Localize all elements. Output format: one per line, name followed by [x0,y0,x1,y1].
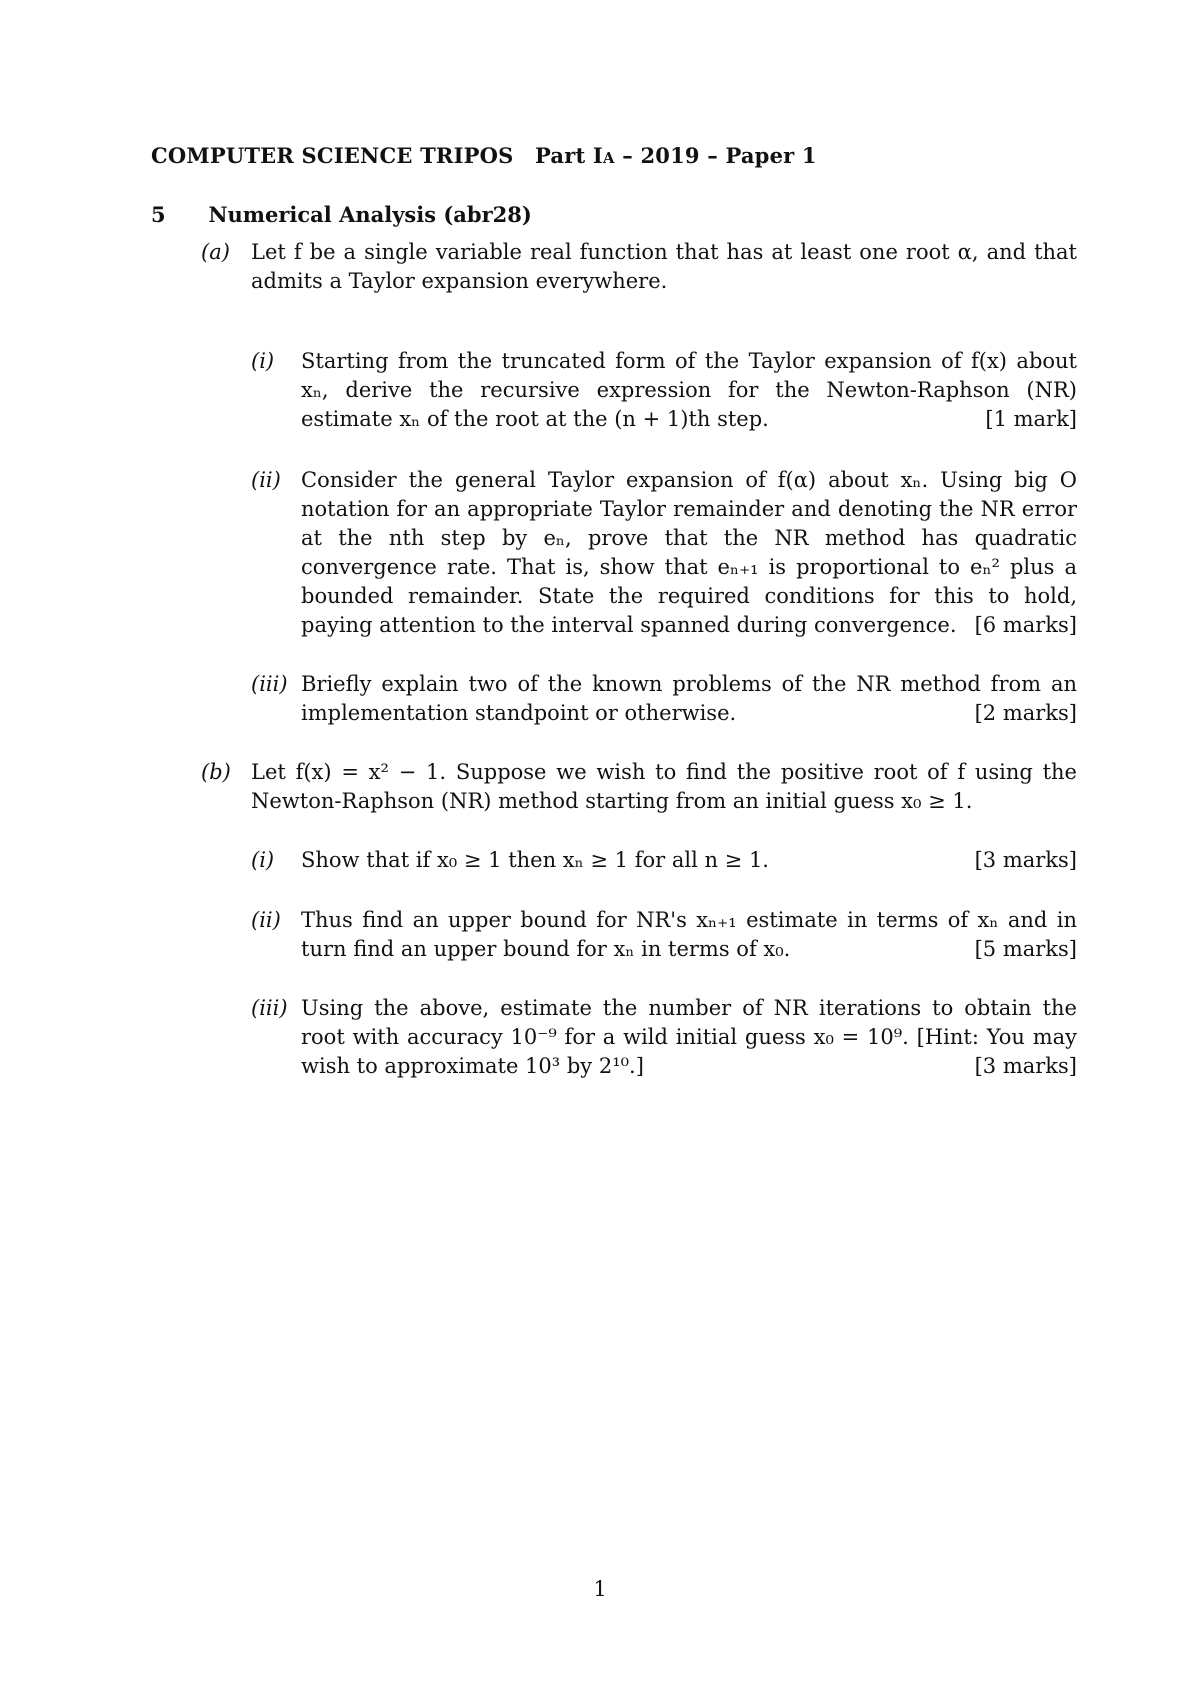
marks: [2 marks] [974,701,1077,725]
part-b-iii [251,994,1077,1081]
question-heading [151,202,532,227]
marks: [1 mark] [985,407,1077,431]
part-b-i [251,846,1077,875]
subpart-label: (iii) [251,996,288,1020]
subpart-text: Briefly explain two of the known problems of the NR method from an implementation standpoint or otherwise. [301,672,1077,725]
paper-header [151,143,817,168]
subpart-text: Consider the general Taylor expansion of f(α) about xₙ. Using big O notation for an appropriate Taylor remainder and denoting the NR error at the nth step by eₙ, prove that the NR method has quadratic convergence rate. That is, show that eₙ₊₁ is proportional to eₙ² plus a bounded remainder. State the required conditions for this to hold, paying attention to the interval spanned during convergence. [301,468,1077,637]
header-year-paper: – 2019 – Paper 1 [622,143,817,168]
part-a [201,238,1077,296]
subpart-text: Starting from the truncated form of the Taylor expansion of f(x) about xₙ, derive the recursive expression for the Newton-Raphson (NR) estimate xₙ of the root at the (n + 1)th step. [301,349,1077,431]
page-number: 1 [593,1577,607,1601]
header-part: Part IA [534,143,615,168]
question-number: 5 [151,202,166,227]
subpart-text: Thus find an upper bound for NR's xₙ₊₁ estimate in terms of xₙ and in turn find an upper bound for xₙ in terms of x₀. [301,908,1077,961]
marks: [6 marks] [974,613,1077,637]
marks: [3 marks] [974,1054,1077,1078]
subpart-label: (ii) [251,468,281,492]
part-a-iii [251,670,1077,728]
subpart-label: (i) [251,349,275,373]
marks: [3 marks] [974,848,1077,872]
marks: [5 marks] [974,937,1077,961]
part-b-text: Let f(x) = x² − 1. Suppose we wish to find the positive root of f using the Newton-Raphson (NR) method starting from an initial guess x₀ ≥ 1. [251,760,1077,813]
header-tripos: COMPUTER SCIENCE TRIPOS [151,143,514,168]
part-a-i [251,347,1077,434]
subpart-label: (ii) [251,908,281,932]
part-b-ii [251,906,1077,964]
part-b [201,758,1077,816]
part-a-text: Let f be a single variable real function that has at least one root α, and that admits a Taylor expansion everywhere. [251,240,1077,293]
part-a-ii [251,466,1077,640]
question-title: Numerical Analysis (abr28) [208,202,532,227]
subpart-label: (iii) [251,672,288,696]
subpart-text: Using the above, estimate the number of NR iterations to obtain the root with accuracy 10⁻⁹ for a wild initial guess x₀ = 10⁹. [Hint: You may wish to approximate 10³ by 2¹⁰.] [301,996,1077,1078]
subpart-label: (i) [251,848,275,872]
part-b-label: (b) [201,760,231,784]
subpart-text: Show that if x₀ ≥ 1 then xₙ ≥ 1 for all n ≥ 1. [301,848,769,872]
part-a-label: (a) [201,240,230,264]
